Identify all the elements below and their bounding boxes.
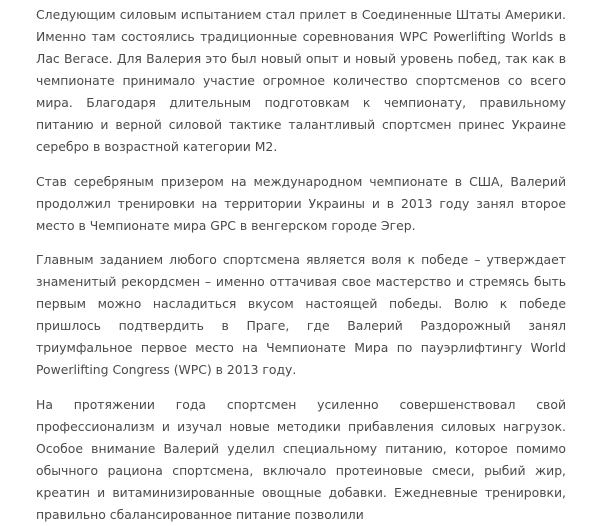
paragraph-will-to-win: Главным заданием любого спортсмена является воля к победе – утверждает знаменитый рекордсмен – именно оттачивая свое мастерство и стремясь быть первым можно насладиться вкусом настоящей победы. Волю к победе пришлось подтвердить в Праге, где Валерий Раздорожный занял триумфальное первое место на Чемпионате Мира по пауэрлифтингу World Powerlifting Congress (WPC) в 2013 году.	[36, 252, 566, 377]
paragraph-training-nutrition: На протяжении года спортсмен усиленно совершенствовал свой профессионализм и изучал новые методики прибавления силовых нагрузок. Особое внимание Валерий уделил специальному питанию, которое помимо обычного рациона спортсмена, включало протеиновые смеси, рыбий жир, креатин и витаминизированные овощные добавки. Ежедневные тренировки, правильно сбалансированное питание позволили	[36, 396, 566, 522]
paragraph-usa-competition: Следующим силовым испытанием стал прилет в Соединенные Штаты Америки. Именно там состоялись традиционные соревнования WPC Powerlifting Worlds в Лас Вегасе. Для Валерия это был новый опыт и новый уровень побед, так как в чемпионате принимало участие огромное количество спортсменов со всего мира. Благодаря длительным подготовкам к чемпионату, правильному питанию и верной силовой тактике талантливый спортсмен принес Украине серебро в возрастной категории М2.	[36, 7, 566, 154]
paragraph-silver-medal: Став серебряным призером на международном чемпионате в США, Валерий продолжил тренировки на территории Украины и в 2013 году занял второе место в Чемпионате мира GPC в венгерском городе Эгер.	[36, 173, 566, 233]
article-body	[36, 0, 566, 522]
